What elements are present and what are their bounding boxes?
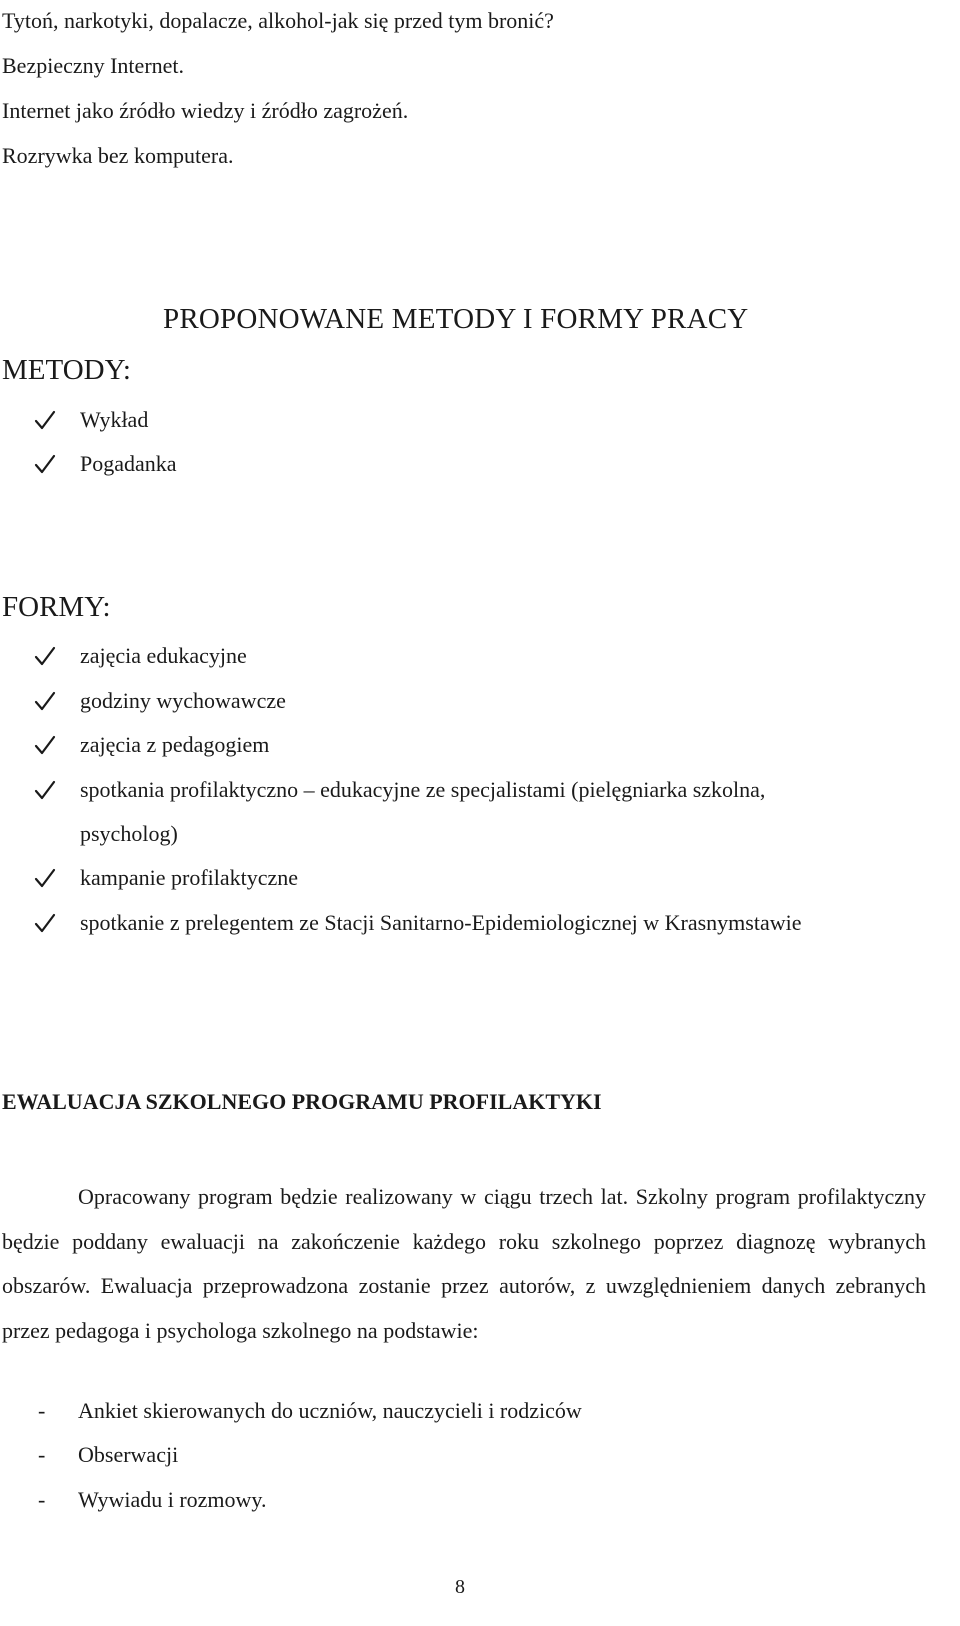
check-mark-icon [34, 409, 56, 431]
page-number: 8 [455, 1576, 465, 1598]
topic-line: Rozrywka bez komputera. [2, 143, 234, 168]
dash-bullet: - [38, 1442, 46, 1467]
topic-line: Internet jako źródło wiedzy i źródło zagrożeń. [2, 98, 409, 123]
form-label: godziny wychowawcze [80, 688, 286, 713]
method-label: Wykład [80, 407, 149, 432]
check-mark-icon [34, 779, 56, 801]
form-item-continuation: psycholog) [80, 821, 178, 846]
check-mark-icon [34, 867, 56, 889]
methods-heading: METODY: [2, 354, 131, 386]
topic-line: Bezpieczny Internet. [2, 53, 185, 78]
check-mark-icon [34, 645, 56, 667]
form-label: kampanie profilaktyczne [80, 865, 299, 890]
check-mark-icon [34, 453, 56, 475]
evaluation-item-label: Ankiet skierowanych do uczniów, nauczycieli i rodziców [78, 1398, 582, 1423]
form-label: spotkanie z prelegentem ze Stacji Sanitarno-Epidemiologicznej w Krasnymstawie [80, 910, 802, 935]
forms-heading: FORMY: [2, 591, 111, 623]
check-mark-icon [34, 734, 56, 756]
check-mark-icon [34, 912, 56, 934]
form-label: spotkania profilaktyczno – edukacyjne ze specjalistami (pielęgniarka szkolna, [80, 777, 766, 802]
method-label: Pogadanka [80, 451, 177, 476]
evaluation-item-label: Wywiadu i rozmowy. [78, 1487, 267, 1512]
evaluation-heading: EWALUACJA SZKOLNEGO PROGRAMU PROFILAKTYKI [2, 1089, 602, 1114]
evaluation-paragraph: Opracowany program będzie realizowany w ciągu trzech lat. Szkolny program profilaktyczny będzie poddany ewaluacji na zakończenie każdego roku szkolnego poprzez diagnozę wybranych obszarów. Ewaluacja przeprowadzona zostanie przez autorów, z uwzględnieniem danych zebranych przez pedagoga i psychologa szkolnego na podstawie: [2, 1184, 926, 1343]
form-label: zajęcia edukacyjne [80, 643, 247, 668]
evaluation-item-label: Obserwacji [78, 1442, 179, 1467]
dash-bullet: - [38, 1398, 46, 1423]
section-title: PROPONOWANE METODY I FORMY PRACY [163, 303, 749, 335]
dash-bullet: - [38, 1487, 46, 1512]
topic-line: Tytoń, narkotyki, dopalacze, alkohol-jak się przed tym bronić? [2, 8, 554, 33]
check-mark-icon [34, 690, 56, 712]
form-label: zajęcia z pedagogiem [80, 732, 270, 757]
